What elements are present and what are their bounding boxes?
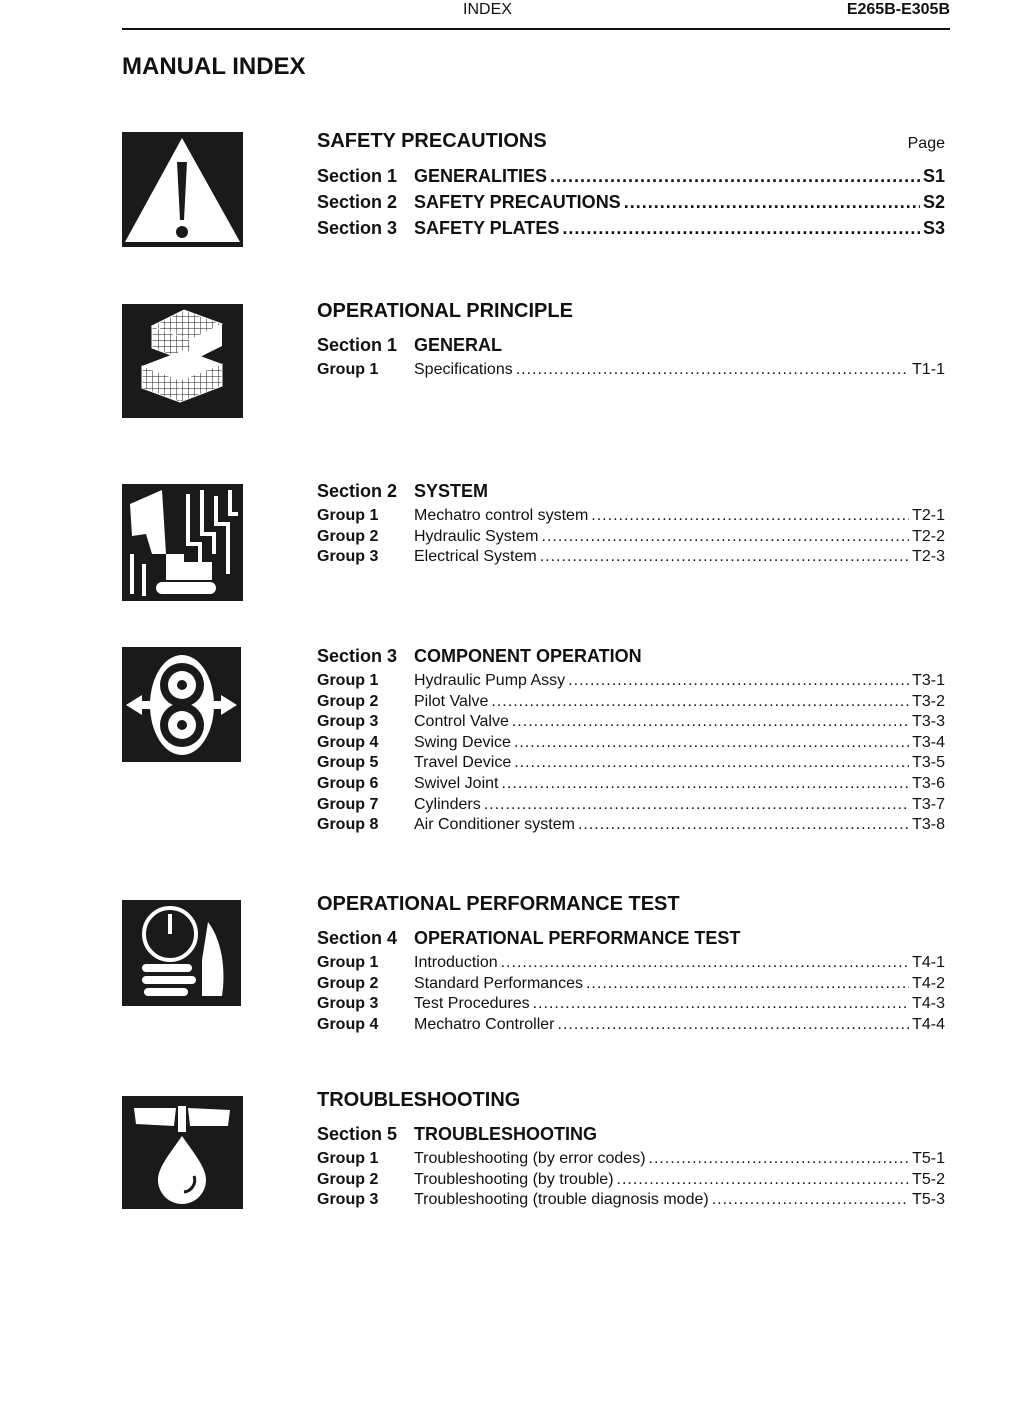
dot-leader [617, 1170, 910, 1191]
dot-leader [562, 215, 920, 241]
troubleshooting-block [317, 1085, 945, 1211]
toc-entry[interactable]: Section 3 SAFETY PLATES ..... S3 [317, 215, 945, 241]
performance-test-block [317, 889, 945, 1035]
performance-title: OPERATIONAL PERFORMANCE TEST [317, 893, 680, 915]
section-heading: Section 4 OPERATIONAL PERFORMANCE TEST [317, 928, 741, 948]
toc-entry[interactable]: Group 2 Troubleshooting (by trouble) ..... T5-2 [317, 1170, 945, 1191]
dot-leader [484, 795, 909, 816]
toc-entry[interactable]: Group 1 Troubleshooting (by error codes) ..... T5-1 [317, 1149, 945, 1170]
warning-triangle-icon [122, 132, 243, 247]
gauge-test-icon [122, 900, 241, 1006]
dot-leader [514, 753, 909, 774]
dot-leader [550, 163, 920, 189]
section-heading: Section 1 GENERAL [317, 335, 503, 355]
toc-entry[interactable]: Group 6 Swivel Joint ..... T3-6 [317, 774, 945, 795]
toc-entry[interactable]: Group 5 Travel Device ..... T3-5 [317, 753, 945, 774]
page-title: MANUAL INDEX [122, 53, 306, 80]
toc-entry[interactable]: Group 2 Hydraulic System ..... T2-2 [317, 527, 945, 548]
dot-leader [533, 994, 909, 1015]
dot-leader [514, 733, 909, 754]
dot-leader [649, 1149, 910, 1170]
toc-entry[interactable]: Group 2 Pilot Valve ..... T3-2 [317, 692, 945, 713]
dot-leader [712, 1190, 909, 1211]
dot-leader [586, 974, 909, 995]
toc-entry[interactable]: Group 1 Hydraulic Pump Assy ..... T3-1 [317, 671, 945, 692]
hydraulic-system-icon [122, 484, 243, 601]
dot-leader [512, 712, 909, 733]
toc-entry[interactable]: Section 1 GENERALITIES ..... S1 [317, 163, 945, 189]
header-divider [122, 28, 950, 30]
toc-entry[interactable]: Group 3 Electrical System ..... T2-3 [317, 547, 945, 568]
dot-leader [491, 692, 909, 713]
dot-leader [568, 671, 909, 692]
dot-leader [591, 506, 909, 527]
toc-entry[interactable]: Group 4 Swing Device ..... T3-4 [317, 733, 945, 754]
dot-leader [501, 774, 909, 795]
dot-leader [541, 527, 909, 548]
troubleshooting-title: TROUBLESHOOTING [317, 1089, 521, 1111]
running-header: INDEX [463, 1, 512, 18]
toc-entry[interactable]: Group 4 Mechatro Controller ..... T4-4 [317, 1015, 945, 1036]
section-heading: Section 5 TROUBLESHOOTING [317, 1124, 597, 1144]
gear-pump-icon [122, 647, 241, 762]
toc-entry[interactable]: Group 1 Mechatro control system ..... T2-1 [317, 506, 945, 527]
toc-entry[interactable]: Group 2 Standard Performances ..... T4-2 [317, 974, 945, 995]
operational-title: OPERATIONAL PRINCIPLE [317, 300, 573, 322]
toc-entry[interactable]: Group 3 Control Valve ..... T3-3 [317, 712, 945, 733]
dot-leader [624, 189, 920, 215]
toc-entry[interactable]: Group 8 Air Conditioner system ..... T3-8 [317, 815, 945, 836]
section-heading: Section 3 COMPONENT OPERATION [317, 646, 642, 666]
troubleshooting-drop-icon [122, 1096, 243, 1209]
page-column-label: Page [907, 135, 945, 152]
dot-leader [558, 1015, 910, 1036]
toc-entry[interactable]: Section 2 SAFETY PRECAUTIONS ..... S2 [317, 189, 945, 215]
toc-entry[interactable]: Group 1 Specifications ..... T1-1 [317, 360, 945, 381]
operational-principle-block [317, 296, 945, 381]
dot-leader [501, 953, 909, 974]
safety-block [317, 126, 945, 241]
toc-entry[interactable]: Group 3 Troubleshooting (trouble diagnosis mode) ..... T5-3 [317, 1190, 945, 1211]
dot-leader [540, 547, 909, 568]
section-heading: Section 2 SYSTEM [317, 481, 489, 501]
component-operation-block [317, 643, 945, 836]
toc-entry[interactable]: Group 1 Introduction ..... T4-1 [317, 953, 945, 974]
toc-entry[interactable]: Group 7 Cylinders ..... T3-7 [317, 795, 945, 816]
dot-leader [578, 815, 909, 836]
operational-principle-icon [122, 304, 243, 418]
model-number: E265B-E305B [846, 1, 950, 18]
toc-entry[interactable]: Group 3 Test Procedures ..... T4-3 [317, 994, 945, 1015]
system-block [317, 478, 945, 568]
safety-title: SAFETY PRECAUTIONS Page [317, 126, 945, 156]
dot-leader [516, 360, 909, 381]
